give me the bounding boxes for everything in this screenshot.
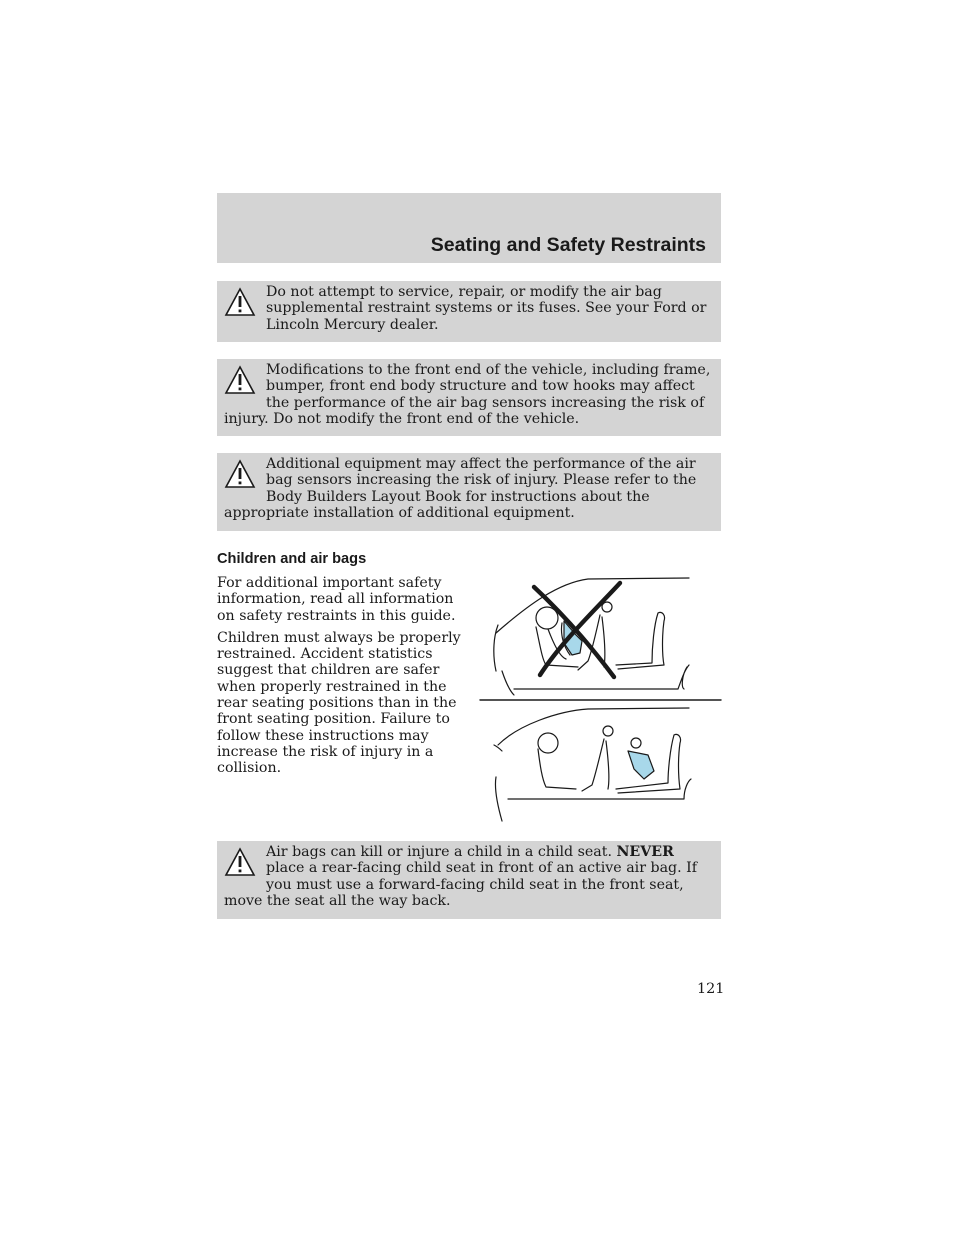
- section-heading: Children and air bags: [217, 551, 367, 567]
- warning-emphasis: NEVER: [616, 844, 674, 860]
- warning-box: [217, 453, 721, 531]
- warning-triangle-icon: [224, 847, 256, 877]
- warning-text: Additional equipment may affect the performance of the air bag sensors increasing the risk of injury. Please refer to the Body Builders Layout Book for instructions about the appropriate installation of additional equipment.: [224, 456, 697, 521]
- warning-text-part: place a rear-facing child seat in front of an active air bag. If you must use a forward-facing child seat in the front seat, move the seat all the way back.: [224, 860, 697, 909]
- warning-text: Do not attempt to service, repair, or modify the air bag supplemental restraint systems or its fuses. See your Ford or Lincoln Mercury dealer.: [266, 284, 707, 333]
- page-number: 121: [697, 981, 725, 997]
- warning-text-part: Air bags can kill or injure a child in a child seat.: [266, 844, 617, 860]
- paragraph: For additional important safety information, read all information on safety restraints in this guide.: [217, 575, 456, 624]
- section-header: [217, 193, 721, 263]
- warning-box: [217, 281, 721, 342]
- body-text-column: [217, 575, 472, 783]
- child-seat-illustration: [478, 575, 722, 825]
- car-front-child-seat-diagram: [494, 578, 689, 695]
- warning-triangle-icon: [224, 365, 256, 395]
- warning-box: [217, 841, 721, 919]
- warning-text: Modifications to the front end of the vehicle, including frame, bumper, front end body structure and tow hooks may affect the performance of the air bag sensors increasing the risk of injury. Do not modify the front end of the vehicle.: [224, 362, 711, 427]
- warning-box: [217, 359, 721, 436]
- warning-triangle-icon: [224, 459, 256, 489]
- warning-triangle-icon: [224, 287, 256, 317]
- car-rear-child-seat-diagram: [494, 708, 691, 821]
- warning-text: [224, 844, 714, 909]
- paragraph: Children must always be properly restrained. Accident statistics suggest that children are safer when properly restrained in the rear seating positions than in the front seating position. Failure to follow these instructions may increase the risk of injury in a collision.: [217, 629, 461, 777]
- page-title: Seating and Safety Restraints: [430, 234, 706, 256]
